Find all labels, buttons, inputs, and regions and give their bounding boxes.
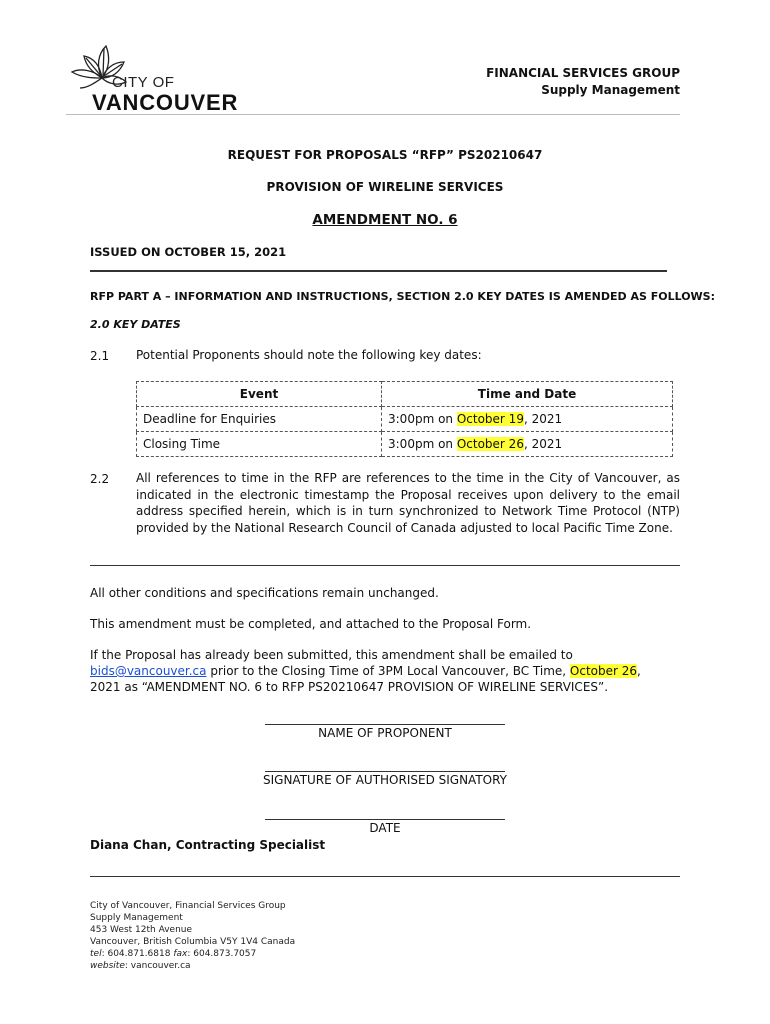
time-text: 3:00pm on <box>388 437 457 451</box>
event-cell: Closing Time <box>137 432 382 457</box>
tel-value: : 604.871.6818 <box>101 949 174 959</box>
signature-line <box>265 771 505 772</box>
divider <box>90 876 680 877</box>
body-text: , <box>637 664 641 678</box>
divider <box>90 270 667 272</box>
key-dates-table <box>136 381 673 457</box>
body-text: prior to the Closing Time of 3PM Local Vancouver, BC Time, <box>206 664 570 678</box>
footer-address <box>90 900 295 972</box>
highlighted-date: October 26 <box>569 664 638 678</box>
year-text: , 2021 <box>523 412 563 426</box>
date-label: DATE <box>369 821 401 835</box>
divider <box>90 565 680 566</box>
amendment-title: AMENDMENT NO. 6 <box>312 212 458 228</box>
event-cell: Deadline for Enquiries <box>137 407 382 432</box>
header-divider <box>66 114 680 115</box>
signatory-label: SIGNATURE OF AUTHORISED SIGNATORY <box>262 773 508 787</box>
footer-line: City of Vancouver, Financial Services Group <box>90 901 286 911</box>
body-paragraph: This amendment must be completed, and attached to the Proposal Form. <box>90 617 532 631</box>
year-text: , 2021 <box>523 437 563 451</box>
issued-date: ISSUED ON OCTOBER 15, 2021 <box>90 245 287 259</box>
column-header: Event <box>137 382 382 407</box>
time-date-cell <box>382 407 673 432</box>
table-row <box>137 407 673 432</box>
clause-text: All references to time in the RFP are references to the time in the City of Vancouver, as indicated in the electronic timestamp the Proposal receives upon delivery to the email address specified herein, which is in turn synchronized to Network Time Protocol (NTP) provided by the National Research Council of Canada adjusted to local Pacific Time Zone. <box>136 471 680 535</box>
signature-line <box>265 724 505 725</box>
footer-website <box>90 960 295 972</box>
body-text: If the Proposal has already been submitted, this amendment shall be emailed to <box>90 648 573 662</box>
signer-name: Diana Chan, Contracting Specialist <box>90 838 326 852</box>
tel-label: tel <box>90 949 102 959</box>
highlighted-date: October 19 <box>456 412 524 426</box>
header-subdepartment: Supply Management <box>541 83 680 97</box>
time-text: 3:00pm on <box>388 412 457 426</box>
header-department: FINANCIAL SERVICES GROUP <box>486 66 680 80</box>
table-header-row <box>137 382 673 407</box>
fax-value: : 604.873.7057 <box>187 949 257 959</box>
fax-label: fax <box>173 949 188 959</box>
footer-line: Supply Management <box>90 913 183 923</box>
footer-phone <box>90 948 295 960</box>
body-paragraph <box>90 647 680 695</box>
clause-text: Potential Proponents should note the following key dates: <box>136 348 482 362</box>
body-paragraph: All other conditions and specifications remain unchanged. <box>90 586 439 600</box>
footer-line: 453 West 12th Avenue <box>90 925 193 935</box>
email-link[interactable]: bids@vancouver.ca <box>90 664 207 678</box>
logo-vancouver: VANCOUVER <box>92 90 239 115</box>
section-subheading: 2.0 KEY DATES <box>90 318 181 331</box>
column-header: Time and Date <box>382 382 673 407</box>
proponent-label: NAME OF PROPONENT <box>318 726 452 740</box>
clause-number: 2.1 <box>90 349 110 363</box>
time-date-cell <box>382 432 673 457</box>
logo-city-of: CITY OF <box>112 74 175 91</box>
footer-line: Vancouver, British Columbia V5Y 1V4 Canada <box>90 937 296 947</box>
body-text: 2021 as “AMENDMENT NO. 6 to RFP PS20210647 PROVISION OF WIRELINE SERVICES”. <box>90 680 609 694</box>
project-title: PROVISION OF WIRELINE SERVICES <box>266 180 504 194</box>
website-value: : vancouver.ca <box>124 961 191 971</box>
highlighted-date: October 26 <box>456 437 524 451</box>
table-row <box>137 432 673 457</box>
clause-number: 2.2 <box>90 472 110 486</box>
rfp-title: REQUEST FOR PROPOSALS “RFP” PS20210647 <box>227 148 543 162</box>
website-label: website <box>90 961 125 971</box>
signature-line <box>265 819 505 820</box>
section-heading: RFP PART A – INFORMATION AND INSTRUCTIONS, SECTION 2.0 KEY DATES IS AMENDED AS FOLLOWS: <box>90 290 716 303</box>
